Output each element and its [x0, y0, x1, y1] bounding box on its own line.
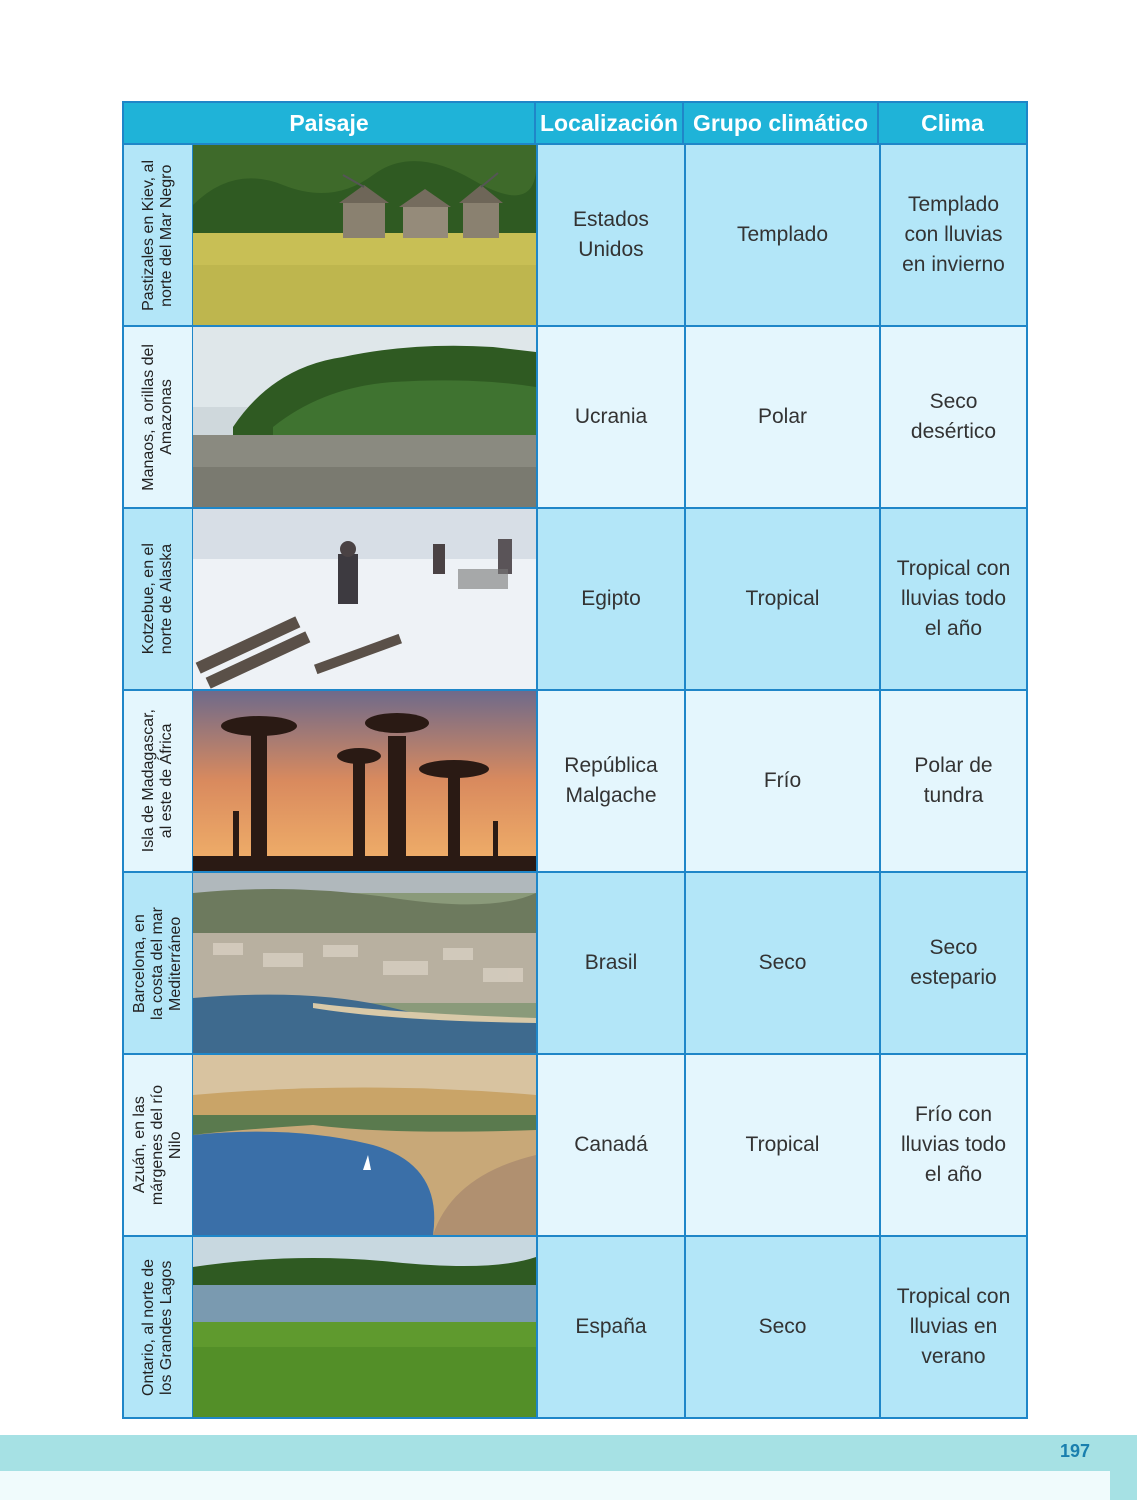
nile-river-photo: [193, 1055, 536, 1235]
location-cell: Ucrania: [536, 327, 684, 507]
table-header: [124, 103, 1026, 143]
row-label: Barcelona, en la costa del mar Mediterráneo: [124, 873, 193, 1053]
footer-band: [0, 1435, 1137, 1471]
location-cell: Egipto: [536, 509, 684, 689]
windmills-grassland-photo: [193, 145, 536, 325]
location-cell: Brasil: [536, 873, 684, 1053]
climate-group-cell: Tropical: [684, 509, 879, 689]
row-label: Pastizales en Kiev, al norte del Mar Negro: [124, 145, 193, 325]
climate-cell: Tropical con lluvias todo el año: [879, 509, 1026, 689]
climate-cell: Seco desértico: [879, 327, 1026, 507]
location-cell: República Malgache: [536, 691, 684, 871]
table-row: [124, 325, 1026, 507]
climate-cell: Templado con lluvias en invierno: [879, 145, 1026, 325]
climate-cell: Frío con lluvias todo el año: [879, 1055, 1026, 1235]
row-label: Ontario, al norte de los Grandes Lagos: [124, 1237, 193, 1417]
baobab-sunset-photo: [193, 691, 536, 871]
snow-logs-photo: [193, 509, 536, 689]
table-row: [124, 1235, 1026, 1417]
header-climate: Clima: [921, 109, 984, 136]
climate-cell: Tropical con lluvias en verano: [879, 1237, 1026, 1417]
footer-strip: [0, 1471, 1110, 1500]
footer-corner: [1110, 1471, 1137, 1500]
table-row: [124, 143, 1026, 325]
climate-cell: Polar de tundra: [879, 691, 1026, 871]
row-label: Manaos, a orillas del Amazonas: [124, 327, 193, 507]
header-landscape: Paisaje: [124, 103, 536, 143]
climate-group-cell: Templado: [684, 145, 879, 325]
location-cell: Canadá: [536, 1055, 684, 1235]
climate-group-cell: Polar: [684, 327, 879, 507]
climate-cell: Seco estepario: [879, 873, 1026, 1053]
table-row: [124, 689, 1026, 871]
table-row: [124, 507, 1026, 689]
climate-group-cell: Tropical: [684, 1055, 879, 1235]
table-row: [124, 1053, 1026, 1235]
climate-group-cell: Seco: [684, 873, 879, 1053]
climate-table: [122, 101, 1028, 1419]
location-cell: España: [536, 1237, 684, 1417]
row-label: Isla de Madagascar, al este de África: [124, 691, 193, 871]
coastal-city-photo: [193, 873, 536, 1053]
header-location: Localización: [536, 103, 684, 143]
river-forest-photo: [193, 327, 536, 507]
lake-marsh-photo: [193, 1237, 536, 1417]
climate-group-cell: Frío: [684, 691, 879, 871]
header-climate-group: Grupo climático: [684, 103, 879, 143]
table-row: [124, 871, 1026, 1053]
location-cell: Estados Unidos: [536, 145, 684, 325]
row-label: Kotzebue, en el norte de Alaska: [124, 509, 193, 689]
page-number: 197: [1059, 1441, 1091, 1461]
climate-group-cell: Seco: [684, 1237, 879, 1417]
row-label: Azuán, en las márgenes del río Nilo: [124, 1055, 193, 1235]
